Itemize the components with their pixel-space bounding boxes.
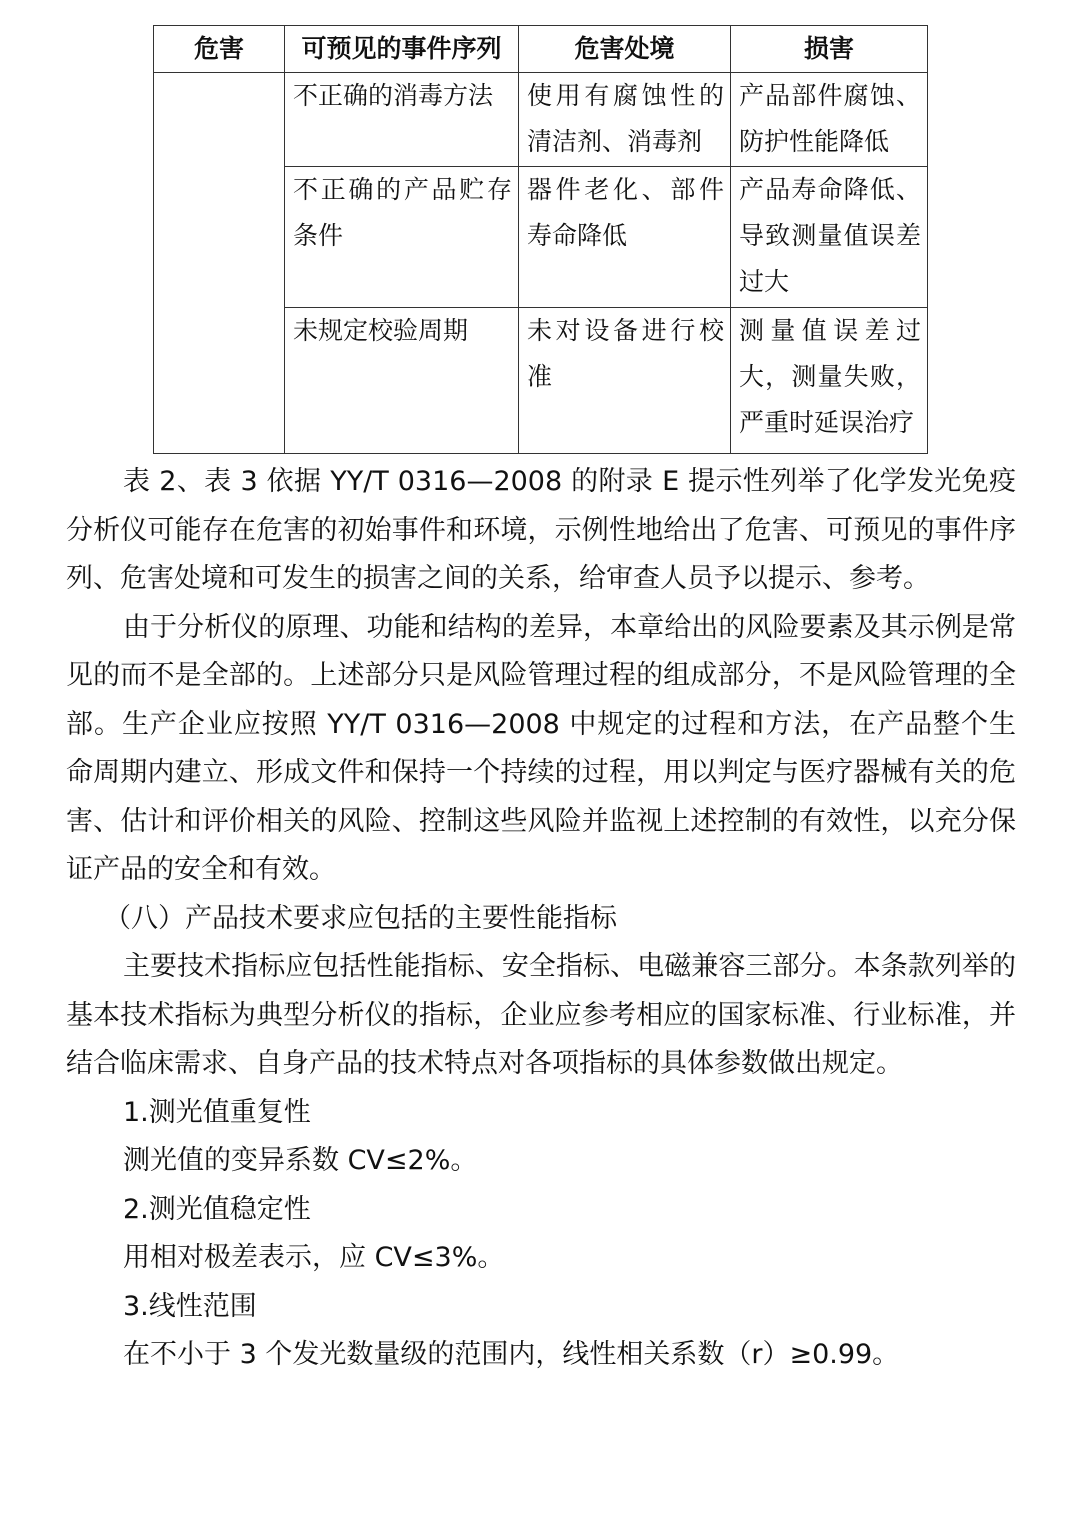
header-harm: 损害	[731, 26, 928, 73]
table-row	[154, 73, 928, 167]
risk-analysis-table	[153, 25, 928, 454]
item-text: 测光值的变异系数 CV≤2%。	[123, 1145, 478, 1176]
harm-cell: 测量值误差过大，测量失败，严重时延误治疗	[731, 308, 928, 454]
situation-cell: 使用有腐蚀性的清洁剂、消毒剂	[519, 73, 731, 167]
header-sequence: 可预见的事件序列	[285, 26, 519, 73]
section-heading: （八）产品技术要求应包括的主要性能指标	[104, 902, 617, 934]
item-text: 在不小于 3 个发光数量级的范围内，线性相关系数（r）≥0.99。	[123, 1339, 900, 1370]
item-heading: 3.线性范围	[123, 1290, 257, 1322]
paragraph: 主要技术指标应包括性能指标、安全指标、电磁兼容三部分。本条款列举的基本技术指标为典型分析仪的指标，企业应参考相应的国家标准、行业标准，并结合临床需求、自身产品的技术特点对各项指标的具体参数做出规定。	[66, 951, 1016, 1079]
situation-cell: 未对设备进行校准	[519, 308, 731, 454]
paragraph: 表 2、表 3 依据 YY/T 0316—2008 的附录 E 提示性列举了化学发光免疫分析仪可能存在危害的初始事件和环境，示例性地给出了危害、可预见的事件序列、危害处境和可发生的损害之间的关系，给审查人员予以提示、参考。	[66, 466, 1016, 594]
header-situation: 危害处境	[519, 26, 731, 73]
document-body	[66, 458, 1016, 1380]
item-heading: 2.测光值稳定性	[123, 1193, 311, 1225]
header-hazard: 危害	[154, 26, 285, 73]
sequence-cell: 不正确的消毒方法	[285, 73, 519, 167]
sequence-cell: 不正确的产品贮存条件	[285, 167, 519, 308]
paragraph: 由于分析仪的原理、功能和结构的差异，本章给出的风险要素及其示例是常见的而不是全部的。上述部分只是风险管理过程的组成部分，不是风险管理的全部。生产企业应按照 YY/T 0316—2008 中规定的过程和方法，在产品整个生命周期内建立、形成文件和保持一个持续的过程，用以判定与医疗器械有关的危害、估计和评价相关的风险、控制这些风险并监视上述控制的有效性，以充分保证产品的安全和有效。	[66, 611, 1016, 885]
hazard-cell	[154, 73, 285, 454]
harm-cell: 产品寿命降低、导致测量值误差过大	[731, 167, 928, 308]
table-header-row	[154, 26, 928, 73]
item-text: 用相对极差表示，应 CV≤3%。	[123, 1242, 505, 1273]
item-heading: 1.测光值重复性	[123, 1096, 311, 1128]
sequence-cell: 未规定校验周期	[285, 308, 519, 454]
situation-cell: 器件老化、部件寿命降低	[519, 167, 731, 308]
harm-cell: 产品部件腐蚀、防护性能降低	[731, 73, 928, 167]
